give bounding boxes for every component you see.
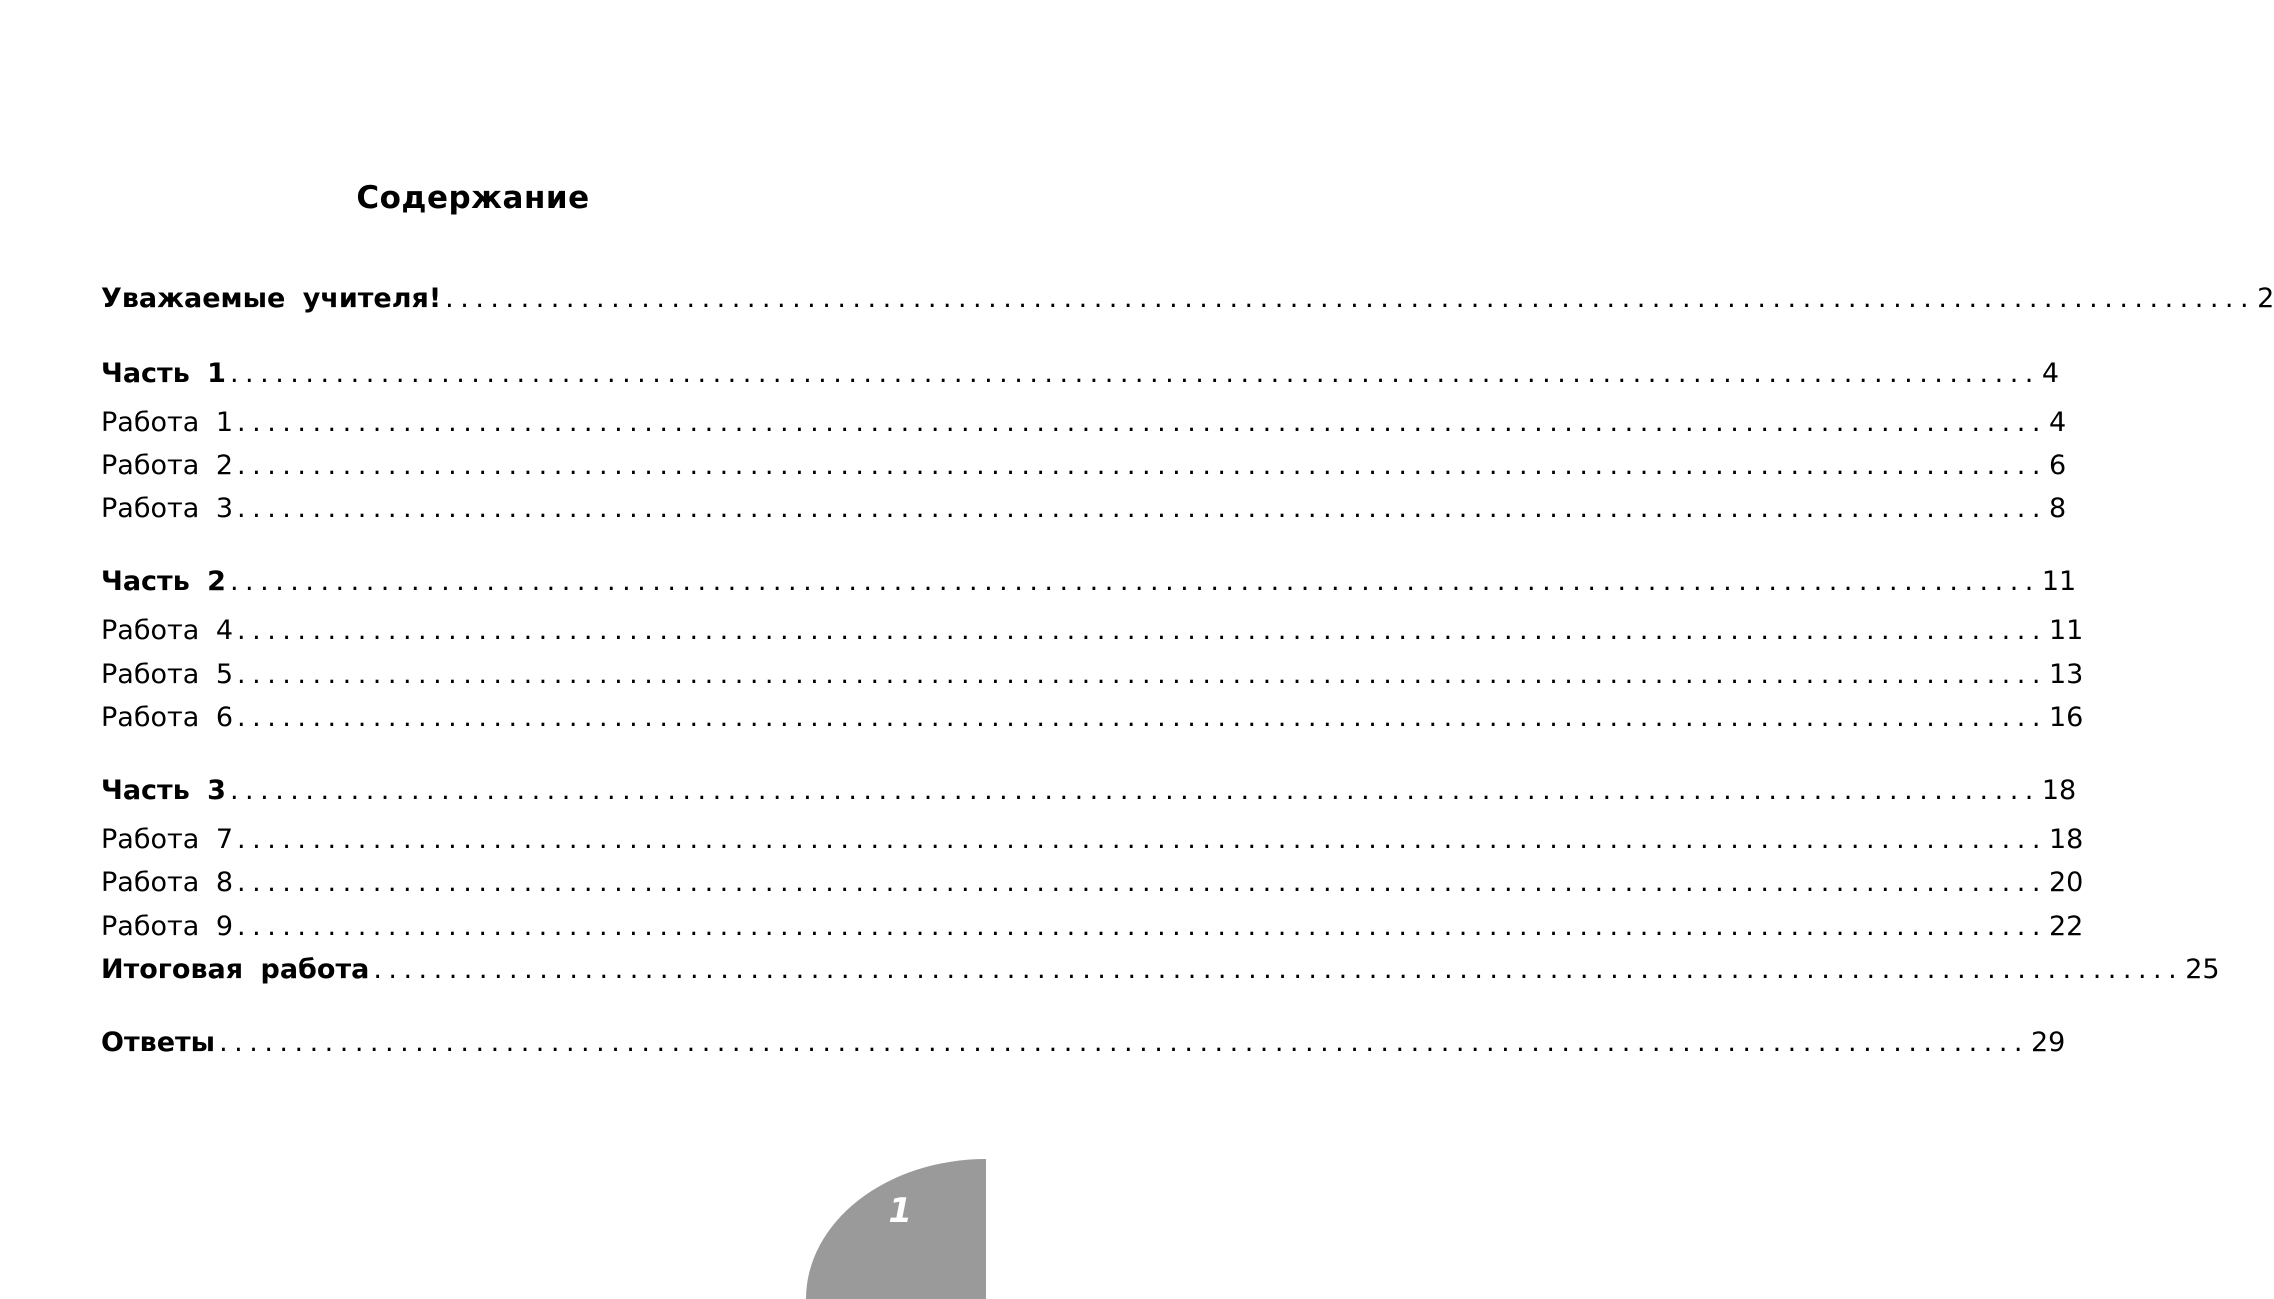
toc-entry-label: Часть 3 <box>101 775 226 806</box>
toc-entry-page: 29 <box>2030 1027 2066 1058</box>
toc-leader-dots: ........................................................................................................................ <box>237 615 2047 646</box>
toc-entry-work-3[interactable] <box>101 489 2067 529</box>
toc-leader-dots: ........................................................................................................................ <box>229 566 2040 597</box>
toc-entry-final-work[interactable] <box>101 950 2220 990</box>
toc-entry-work-5[interactable] <box>101 655 2084 695</box>
toc-entry-work-9[interactable] <box>101 907 2084 947</box>
toc-entry-page: 4 <box>2048 407 2067 438</box>
toc-leader-dots: ........................................................................................................................ <box>445 283 2256 314</box>
toc-entry-label: Работа 1 <box>101 407 234 438</box>
toc-leader-dots: ........................................................................................................................ <box>237 702 2047 733</box>
toc-leader-dots: ........................................................................................................................ <box>237 911 2047 942</box>
toc-entry-work-1[interactable] <box>101 403 2067 443</box>
toc-entry-intro[interactable] <box>101 279 2274 319</box>
toc-entry-page: 18 <box>2041 775 2077 806</box>
toc-entry-page: 4 <box>2041 358 2060 389</box>
toc-entry-page: 16 <box>2048 702 2084 733</box>
toc-entry-part-2[interactable] <box>101 562 2077 602</box>
toc-entry-label: Часть 2 <box>101 566 226 597</box>
toc-entry-label: Работа 2 <box>101 450 234 481</box>
toc-entry-page: 25 <box>2185 954 2220 985</box>
toc-entry-answers[interactable] <box>101 1023 2066 1063</box>
toc-entry-label: Уважаемые учителя! <box>101 283 442 314</box>
toc-leader-dots: ........................................................................................................................ <box>237 493 2047 524</box>
toc-entry-label: Работа 7 <box>101 824 234 855</box>
toc-entry-work-8[interactable] <box>101 863 2084 903</box>
toc-leader-dots: ........................................................................................................................ <box>237 659 2047 690</box>
page-title: Содержание <box>356 180 590 216</box>
toc-leader-dots: ........................................................................................................................ <box>373 954 2184 985</box>
toc-entry-label: Итоговая работа <box>101 954 370 985</box>
toc-entry-page: 13 <box>2048 659 2084 690</box>
toc-entry-work-7[interactable] <box>101 820 2084 860</box>
toc-leader-dots: ........................................................................................................................ <box>237 407 2047 438</box>
toc-entry-work-6[interactable] <box>101 698 2084 738</box>
toc-entry-label: Работа 6 <box>101 702 234 733</box>
toc-entry-page: 20 <box>2048 867 2084 898</box>
toc-entry-page: 6 <box>2048 450 2067 481</box>
page-number: 1 <box>888 1191 912 1231</box>
toc-entry-part-3[interactable] <box>101 771 2077 811</box>
toc-leader-dots: ........................................................................................................................ <box>229 358 2040 389</box>
toc-entry-label: Работа 5 <box>101 659 234 690</box>
toc-entry-page: 11 <box>2041 566 2077 597</box>
toc-leader-dots: ........................................................................................................................ <box>237 824 2047 855</box>
toc-entry-part-1[interactable] <box>101 354 2060 394</box>
toc-leader-dots: ........................................................................................................................ <box>237 867 2047 898</box>
toc-entry-label: Работа 9 <box>101 911 234 942</box>
toc-leader-dots: ........................................................................................................................ <box>229 775 2040 806</box>
toc-entry-label: Работа 3 <box>101 493 234 524</box>
toc-entry-page: 22 <box>2048 911 2084 942</box>
toc-entry-label: Работа 8 <box>101 867 234 898</box>
toc-entry-label: Часть 1 <box>101 358 226 389</box>
toc-entry-page: 18 <box>2048 824 2084 855</box>
toc-leader-dots: ........................................................................................................................ <box>219 1027 2029 1058</box>
toc-entry-label: Ответы <box>101 1027 216 1058</box>
toc-entry-work-4[interactable] <box>101 611 2084 651</box>
toc-entry-page: 8 <box>2048 493 2067 524</box>
toc-entry-work-2[interactable] <box>101 446 2067 486</box>
table-of-contents <box>101 0 2274 1299</box>
toc-entry-label: Работа 4 <box>101 615 234 646</box>
toc-entry-page: 11 <box>2048 615 2084 646</box>
toc-leader-dots: ........................................................................................................................ <box>237 450 2047 481</box>
toc-entry-page: 2 <box>2257 283 2274 314</box>
